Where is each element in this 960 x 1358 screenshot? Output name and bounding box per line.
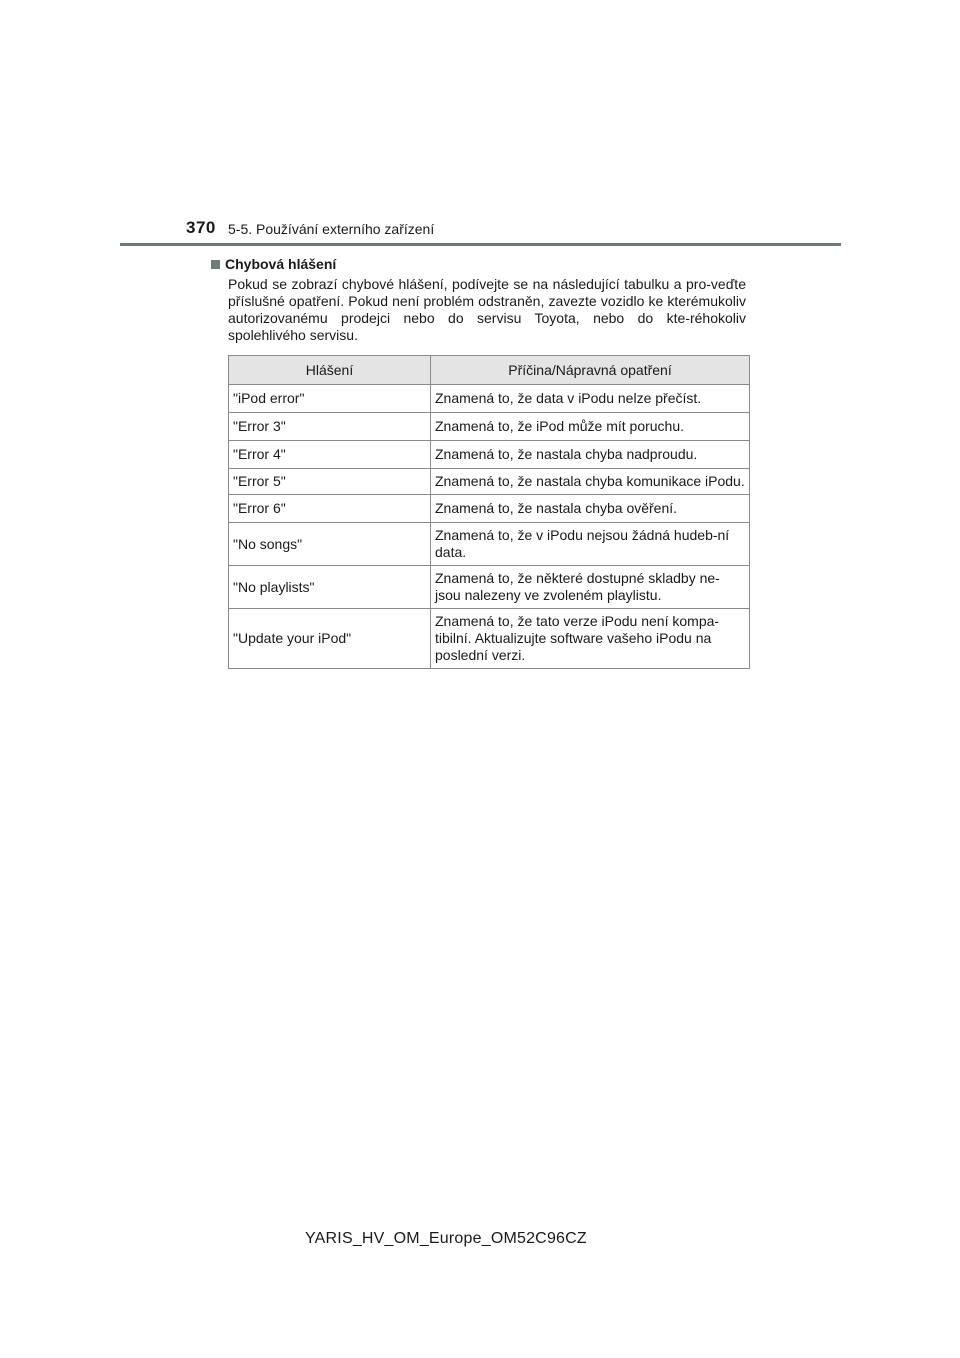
table-row: [229, 385, 750, 413]
table-row: [229, 566, 750, 609]
table-row: [229, 441, 750, 469]
header-cause: Příčina/Nápravná opatření: [431, 356, 750, 385]
message-cell: "No songs": [229, 523, 431, 566]
message-cell: "No playlists": [229, 566, 431, 609]
message-cell: "iPod error": [229, 385, 431, 413]
square-bullet-icon: [211, 260, 220, 269]
cause-cell: Znamená to, že data v iPodu nelze přečíst.: [431, 385, 750, 413]
heading-text: Chybová hlášení: [225, 256, 337, 272]
table-header-row: [229, 356, 750, 385]
section-heading: [211, 256, 336, 272]
cause-cell: Znamená to, že některé dostupné skladby ne-jsou nalezeny ve zvoleném playlistu.: [431, 566, 750, 609]
cause-cell: Znamená to, že nastala chyba nadproudu.: [431, 441, 750, 469]
header-rule: [120, 243, 841, 246]
cause-cell: Znamená to, že nastala chyba ověření.: [431, 495, 750, 523]
cause-cell: Znamená to, že v iPodu nejsou žádná hudeb-ní data.: [431, 523, 750, 566]
header-message: Hlášení: [229, 356, 431, 385]
page-number: 370: [186, 218, 216, 237]
cause-cell: Znamená to, že tato verze iPodu není kompa-tibilní. Aktualizujte software vašeho iPodu na poslední verzi.: [431, 609, 750, 669]
table-row: [229, 523, 750, 566]
table-row: [229, 413, 750, 441]
message-cell: "Error 4": [229, 441, 431, 469]
table-row: [229, 469, 750, 495]
message-cell: "Update your iPod": [229, 609, 431, 669]
error-table: [228, 355, 750, 669]
intro-paragraph: Pokud se zobrazí chybové hlášení, podívejte se na následující tabulku a pro-veďte příslušné opatření. Pokud není problém odstraněn, zavezte vozidlo ke kterémukoliv autorizovanému prodejci nebo do servisu Toyota, nebo do kte-réhokoliv spolehlivého servisu.: [228, 276, 746, 343]
document-code: YARIS_HV_OM_Europe_OM52C96CZ: [305, 1230, 587, 1247]
message-cell: "Error 6": [229, 495, 431, 523]
cause-cell: Znamená to, že iPod může mít poruchu.: [431, 413, 750, 441]
section-title: 5-5. Používání externího zařízení: [228, 221, 435, 237]
message-cell: "Error 3": [229, 413, 431, 441]
cause-cell: Znamená to, že nastala chyba komunikace iPodu.: [431, 469, 750, 495]
message-cell: "Error 5": [229, 469, 431, 495]
table-row: [229, 495, 750, 523]
table-row: [229, 609, 750, 669]
